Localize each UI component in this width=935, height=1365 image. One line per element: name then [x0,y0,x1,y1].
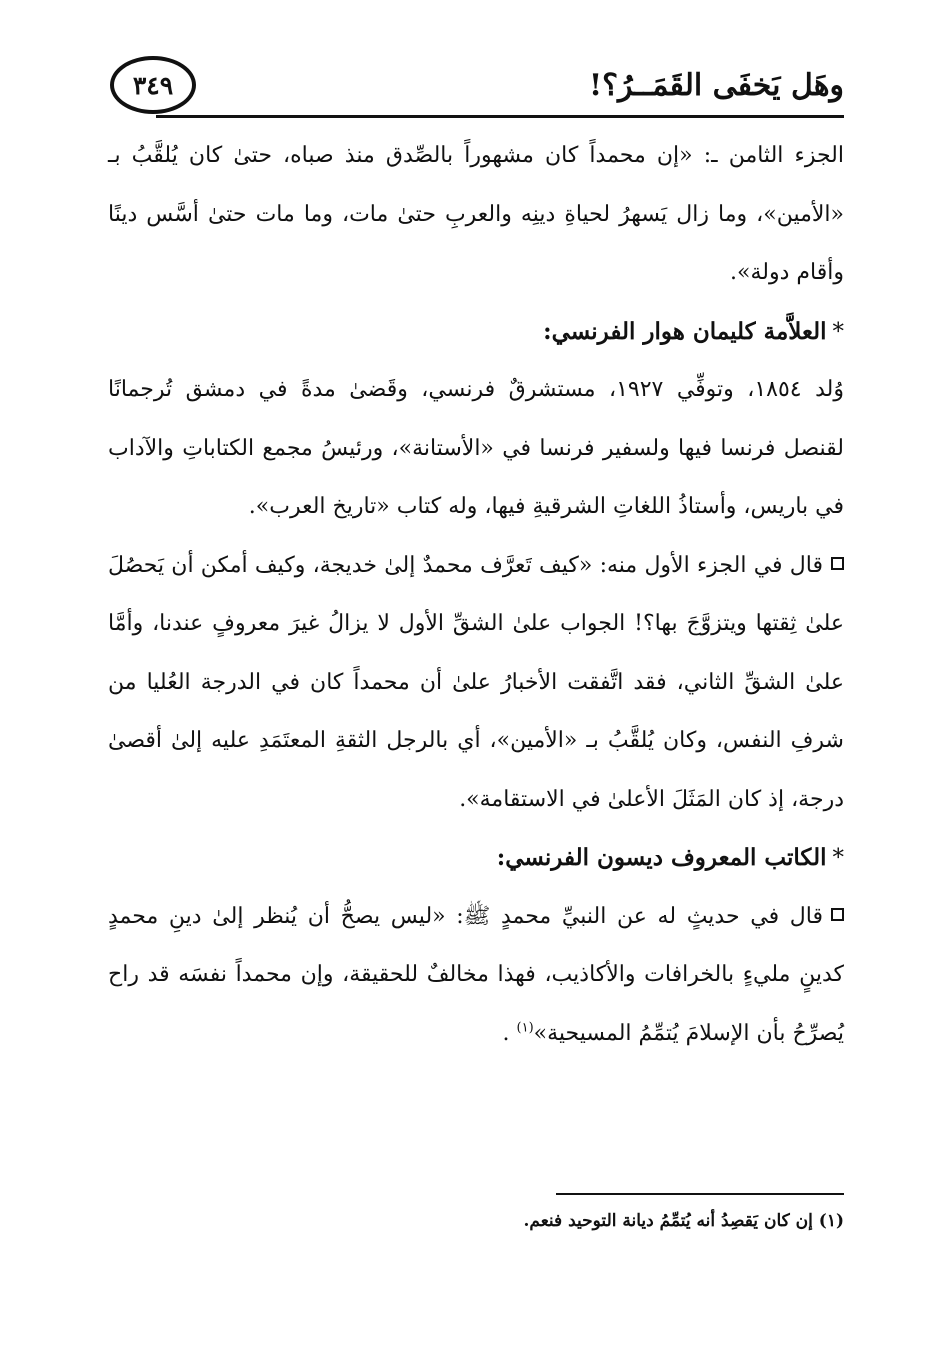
paragraph: الجزء الثامن ـ: «إن محمداً كان مشهوراً بالصِّدق منذ صباه، حتىٰ كان يُلقَّبُ بـ «الأمين»، وما زال يَسهرُ لحياةِ دينِه والعربِ حتىٰ مات، وما مات حتىٰ أسَّس دينًا وأقام دولة». [108,143,844,285]
section-heading [108,303,844,362]
main-text [108,127,844,1063]
running-title: وهَل يَخفَى القَمَــرُ؟! [588,68,844,103]
sentence-end: . [502,1020,510,1046]
footnote-separator [556,1193,844,1195]
footnote-reference[interactable]: (١) [516,1020,534,1036]
footnote-number: (١) [818,1211,844,1231]
paragraph: وُلد ١٨٥٤، وتوفِّي ١٩٢٧، مستشرقٌ فرنسي، وقَضىٰ مدةً في دمشق تُرجمانًا لقنصل فرنسا فيها ولسفير فرنسا في «الأستانة»، ورئيسُ مجمع الكتاباتِ والآداب في باريس، وأستاذُ اللغاتِ الشرقيةِ فيها، وله كتاب «تاريخ العرب». [108,377,844,519]
section-heading [108,829,844,888]
asterisk-marker: * [832,845,844,871]
asterisk-marker: * [832,318,844,345]
paragraph-text: قال في حديثٍ له عن النبيِّ محمدٍ ﷺ: «ليس يصحُّ أن يُنظر إلىٰ دينِ محمدٍ كدينٍ مليءٍ بالخرافات والأكاذيب، فهذا مخالفٌ للحقيقة، وإن محمداً نفسَه قد راح يُصرِّحُ بأن الإسلامَ يُتمِّمُ المسيحية» [108,903,844,1046]
section-heading-text: العلاَّمة كليمان هوار الفرنسي: [543,317,827,345]
footnote [108,1206,844,1236]
header-rule [156,115,844,118]
paragraph-text: قال في الجزء الأول منه: «كيف تَعرَّف محمدٌ إلىٰ خديجة، وكيف أمكن أن يَحصُلَ علىٰ ثِقتها ويتزوَّجَ بها؟! الجواب علىٰ الشقِّ الأول لا يزالُ غيرَ معروفٍ عندنا، وأمَّا علىٰ الشقِّ الثاني، فقد اتَّفقت الأخبارُ علىٰ أن محمداً كان في الدرجة العُليا من شرفِ النفس، وكان يُلقَّبُ بـ «الأمين»، أي بالرجل الثقةِ المعتَمَدِ عليه إلىٰ أقصىٰ درجة، إذ كان المَثَلَ الأعلىٰ في الاستقامة». [108,552,844,812]
page-number: ٣٤٩ [132,70,174,100]
square-bullet-icon [831,557,844,570]
footnote-text: إن كان يَقصِدُ أنه يُتمِّمُ ديانة التوحيد فنعم. [523,1211,813,1231]
page-number-badge [110,56,196,114]
page-header [108,52,844,126]
paragraph [108,888,844,1064]
square-bullet-icon [831,908,844,921]
section-heading-text: الكاتب المعروف ديسون الفرنسي: [496,844,827,871]
paragraph [108,537,844,830]
